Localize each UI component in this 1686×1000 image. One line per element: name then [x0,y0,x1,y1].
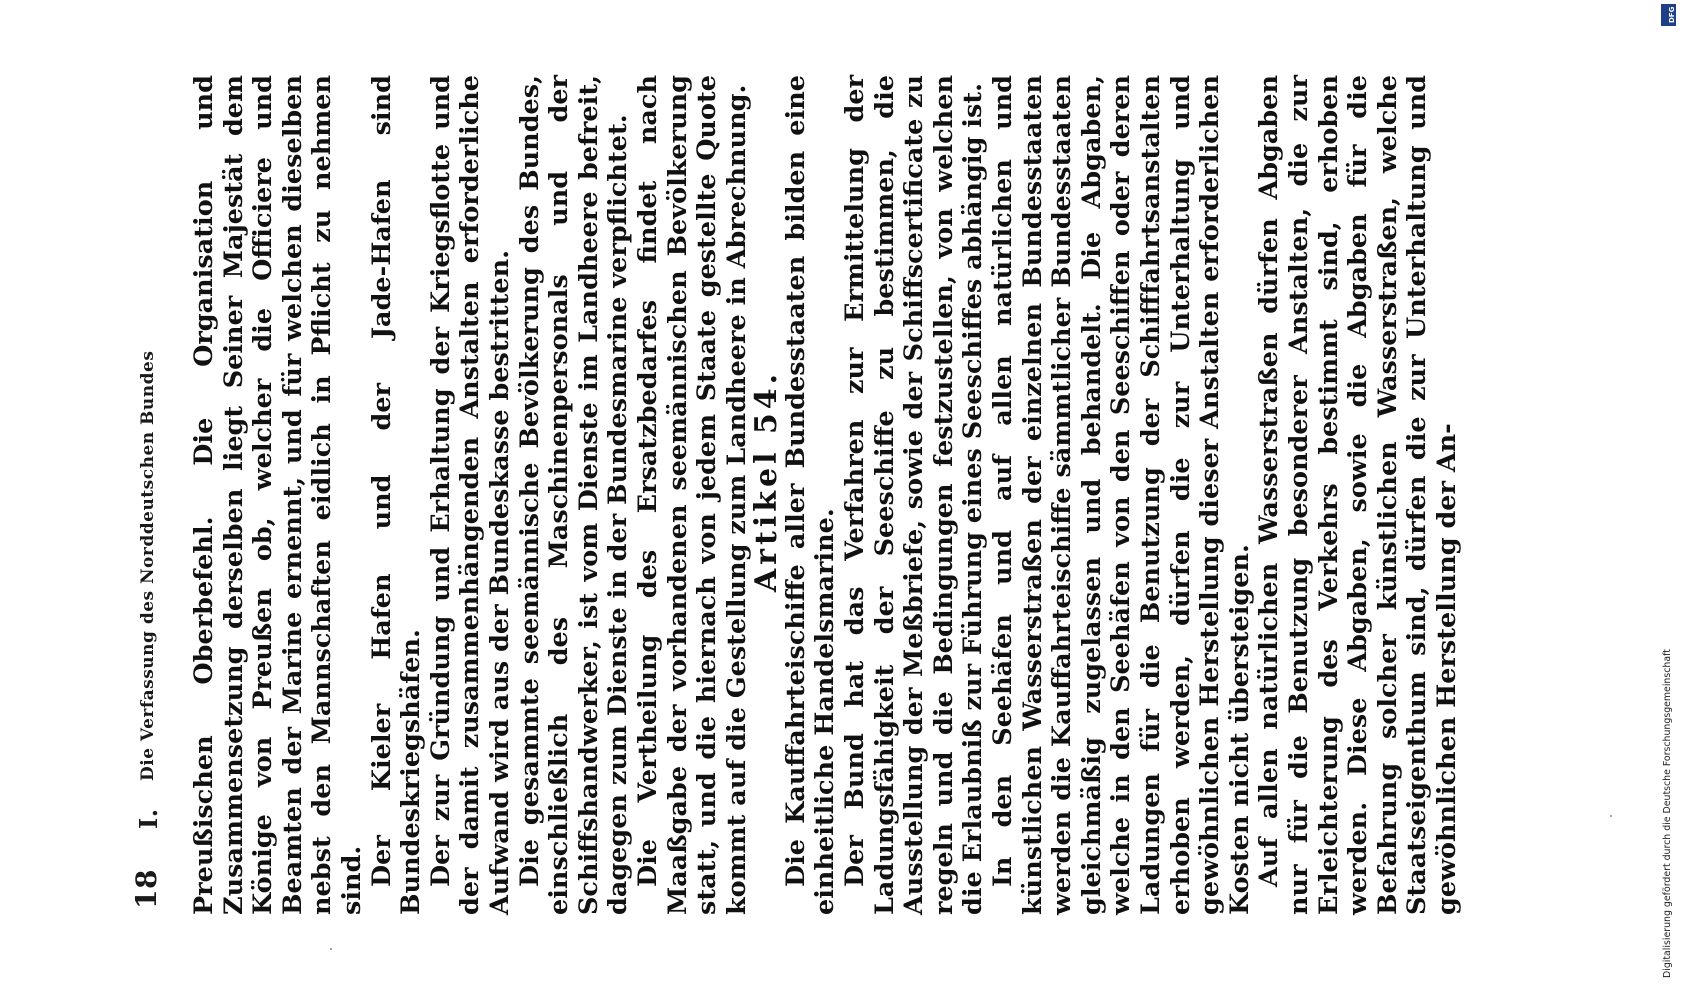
part-numeral: I. [134,808,163,829]
paragraph: Auf allen natürlichen Wasserstraßen dürfen Abgaben nur für die Benutzung besonderer Anstalten, die zur Erleichterung des Verkehrs bestimmt sind, erhoben werden. Diese Abgaben, sowie die Abgaben für die Befahrung solcher künstlichen Wasserstraßen, welche Staatseigenthum sind, dürfen die zur Unterhaltung und gewöhnlichen Herstellung der An- [1254,75,1462,915]
paragraph: Die Kauffahrteischiffe aller Bundesstaaten bilden eine einheitliche Handelsmarine. [780,75,841,915]
paragraph: Der Bund hat das Verfahren zur Ermittelung der Ladungsfähigkeit der Seeschiffe zu bestimmen, die Ausstellung der Meßbriefe, sowie der Schiffscertificate zu regeln und die Bedingungen festzustellen, von welchen die Erlaubniß zur Führung eines Seeschiffes abhängig ist. [840,75,989,915]
digitization-credit: Digitalisierung gefördert durch die Deutsche Forschungsgemeinschaft [1662,649,1673,978]
page-number: 18 [130,869,163,909]
rotated-page-content [130,75,1550,915]
body-text [190,75,1463,915]
paragraph: In den Seehäfen und auf allen natürlichen und künstlichen Wasserstraßen der einzelnen Bundesstaaten werden die Kauffahrteischiffe sämmtlicher Bundesstaaten gleichmäßig zugelassen und behandelt. Die Abgaben, welche in den Seehäfen von den Seeschiffen oder deren Ladungen für die Benutzung der Schifffahrtsanstalten erhoben werden, dürfen die zur Unterhaltung und gewöhnlichen Herstellung dieser Anstalten erforderlichen Kosten nicht übersteigen. [988,75,1255,915]
scan-speck [1610,815,1612,817]
paragraph: Preußischen Oberbefehl. Die Organisation und Zusammensetzung derselben liegt Seiner Majestät dem Könige von Preußen ob, welcher die Officiere und Beamten der Marine ernennt, und für welchen dieselben nebst den Mannschaften eidlich in Pflicht zu nehmen sind. [189,75,367,915]
paragraph: Der Kieler Hafen und der Jade-Hafen sind Bundeskriegshäfen. [366,75,427,915]
dfg-logo: DFG [1661,4,1676,26]
running-head [130,75,164,915]
running-title: Die Verfassung des Norddeutschen Bundes [138,350,158,781]
article-heading: Artikel 54. [749,369,785,593]
paragraph: Die gesammte seemännische Bevölkerung des Bundes, einschließlich des Maschinenpersonals und der Schiffshandwerker, ist vom Dienste im Landheere befreit, dagegen zum Dienste in der Bundesmarine verpflichtet. [514,75,634,915]
paragraph: Die Vertheilung des Ersatzbedarfes findet nach Maaßgabe der vorhandenen seemännischen Bevölkerung statt, und die hiernach von jedem Staate gestellte Quote kommt auf die Gestellung zum Landheere in Abrechnung. [632,75,752,915]
scan-speck [330,948,332,950]
paragraph: Der zur Gründung und Erhaltung der Kriegsflotte und der damit zusammenhängenden Anstalten erforderliche Aufwand wird aus der Bundeskasse bestritten. [425,75,515,915]
